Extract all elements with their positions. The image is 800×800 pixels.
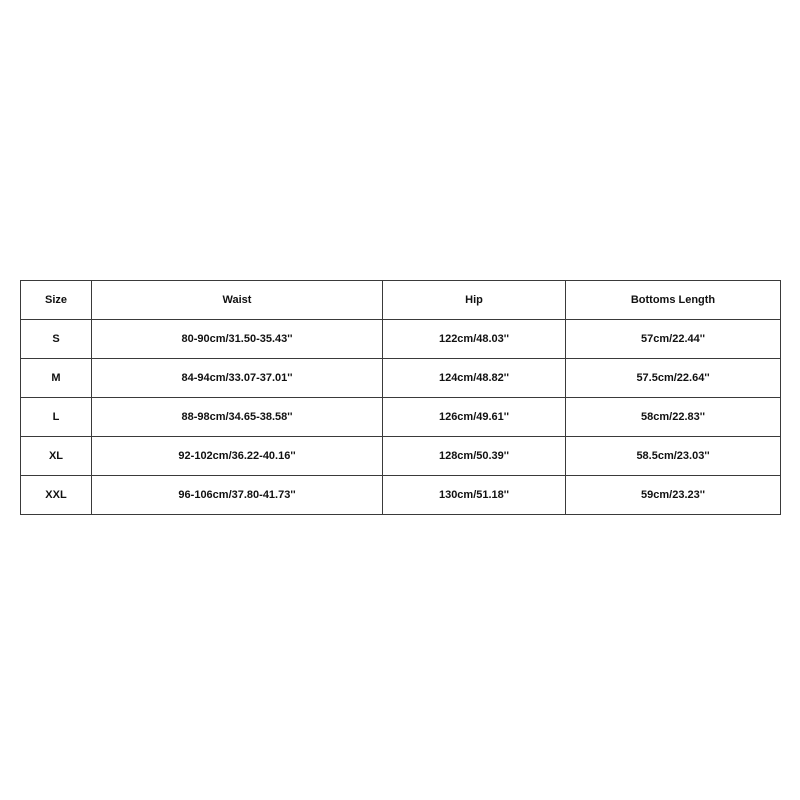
- cell-bottoms-length: 58.5cm/23.03'': [566, 437, 781, 476]
- table-header-row: [21, 281, 781, 320]
- cell-size: XL: [21, 437, 92, 476]
- cell-waist: 92-102cm/36.22-40.16'': [92, 437, 383, 476]
- table-row: [21, 398, 781, 437]
- table-row: [21, 437, 781, 476]
- cell-bottoms-length: 59cm/23.23'': [566, 476, 781, 515]
- table-row: [21, 320, 781, 359]
- cell-hip: 124cm/48.82'': [383, 359, 566, 398]
- cell-waist: 88-98cm/34.65-38.58'': [92, 398, 383, 437]
- cell-bottoms-length: 57.5cm/22.64'': [566, 359, 781, 398]
- cell-hip: 126cm/49.61'': [383, 398, 566, 437]
- cell-hip: 128cm/50.39'': [383, 437, 566, 476]
- header-size: Size: [21, 281, 92, 320]
- cell-size: XXL: [21, 476, 92, 515]
- cell-waist: 80-90cm/31.50-35.43'': [92, 320, 383, 359]
- cell-waist: 96-106cm/37.80-41.73'': [92, 476, 383, 515]
- header-waist: Waist: [92, 281, 383, 320]
- cell-size: S: [21, 320, 92, 359]
- table-row: [21, 476, 781, 515]
- size-chart-table: [20, 280, 781, 515]
- cell-size: L: [21, 398, 92, 437]
- cell-bottoms-length: 58cm/22.83'': [566, 398, 781, 437]
- cell-waist: 84-94cm/33.07-37.01'': [92, 359, 383, 398]
- header-bottoms-length: Bottoms Length: [566, 281, 781, 320]
- header-hip: Hip: [383, 281, 566, 320]
- table-row: [21, 359, 781, 398]
- cell-bottoms-length: 57cm/22.44'': [566, 320, 781, 359]
- cell-hip: 130cm/51.18'': [383, 476, 566, 515]
- cell-size: M: [21, 359, 92, 398]
- cell-hip: 122cm/48.03'': [383, 320, 566, 359]
